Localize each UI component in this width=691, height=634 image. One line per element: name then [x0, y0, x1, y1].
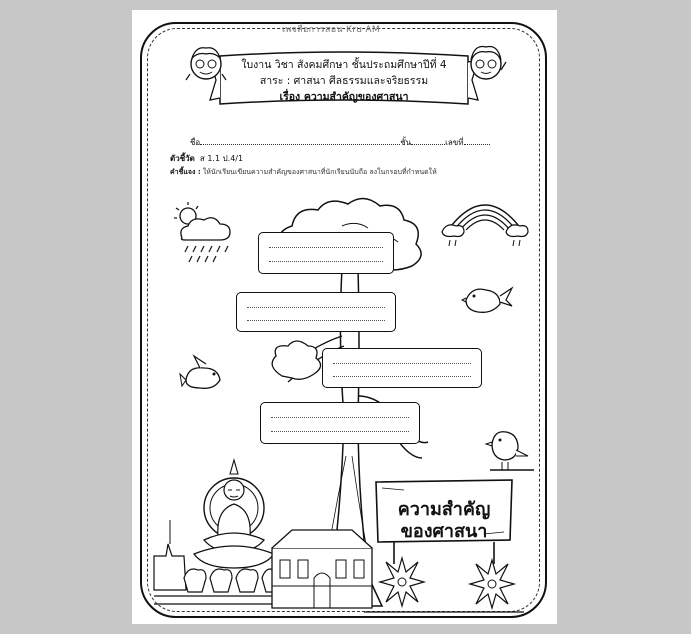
bird-on-branch-icon	[486, 426, 536, 476]
answer-box-4[interactable]	[260, 402, 420, 444]
bird-right-icon	[462, 282, 512, 316]
indicator-label: ตัวชี้วัด	[170, 154, 195, 163]
header-line-2: สาระ : ศาสนา ศีลธรรมและจริยธรรม	[259, 75, 429, 87]
watermark: เพจสื่อการสอน Kru AM	[282, 25, 380, 35]
class-field[interactable]	[411, 144, 445, 145]
class-label: ชั้น	[400, 138, 412, 147]
number-field[interactable]	[464, 144, 490, 145]
boy-character-icon	[186, 44, 226, 88]
sign-line-2: ของศาสนา	[400, 521, 488, 542]
buddha-temple-illustration	[154, 460, 284, 612]
indicator-line	[170, 152, 243, 165]
sun-cloud-rain-icon	[172, 200, 238, 270]
worksheet-page	[132, 10, 557, 624]
answer-box-2[interactable]	[236, 292, 396, 332]
instruction-text: ให้นักเรียนเขียนความสำคัญของศาสนาที่นักเรียนนับถือ ลงในกรอบที่กำหนดให้	[202, 168, 437, 176]
name-label: ชื่อ	[190, 138, 201, 147]
header-line-1: ใบงาน วิชา สังคมศึกษา ชั้นประถมศึกษาปีที่ 4	[241, 59, 447, 71]
instruction-line	[170, 167, 437, 178]
student-info-line	[190, 136, 490, 149]
title-sign	[374, 478, 514, 564]
number-label: เลขที่	[445, 138, 464, 147]
header-banner	[210, 52, 478, 114]
rainbow-icon	[442, 186, 528, 250]
instruction-label: คำชี้แจง :	[170, 168, 201, 176]
girl-character-icon	[466, 44, 506, 88]
palace-building-illustration	[272, 508, 372, 612]
sign-line-1: ความสำคัญ	[397, 499, 491, 520]
indicator-value: ส 1.1 ป.4/1	[199, 154, 244, 163]
name-field[interactable]	[200, 144, 400, 145]
bird-left-icon	[180, 354, 228, 394]
header-line-3: เรื่อง ความสำคัญของศาสนา	[279, 91, 409, 103]
answer-box-3[interactable]	[322, 348, 482, 388]
flowers-illustration	[364, 558, 524, 614]
answer-box-1[interactable]	[258, 232, 394, 274]
